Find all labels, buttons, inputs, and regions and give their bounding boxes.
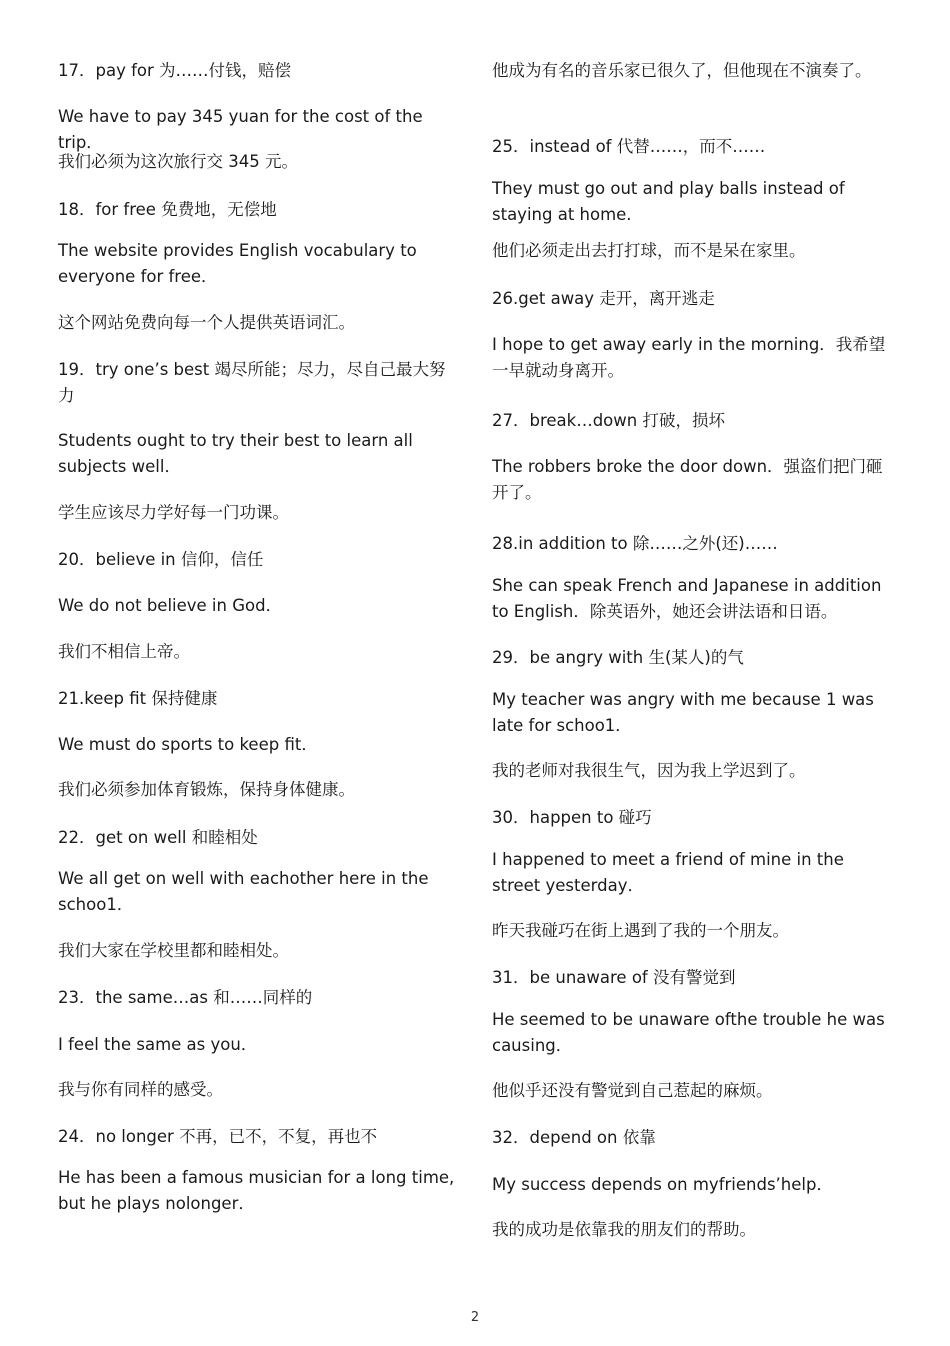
phrase-heading: 24．no longer 不再，已不，不复，再也不 <box>58 1127 378 1146</box>
phrase-heading: 29．be angry with 生(某人)的气 <box>492 648 744 667</box>
example-sentence: He has been a famous musician for a long time, but he plays nolonger． <box>58 1168 455 1213</box>
translation: 我与你有同样的感受。 <box>58 1080 223 1099</box>
translation: 他似乎还没有警觉到自己惹起的麻烦。 <box>492 1081 773 1100</box>
example-sentence: The robbers broke the door down．强盗们把门砸开了。 <box>492 457 883 502</box>
phrase-heading: 32．depend on 依靠 <box>492 1128 656 1147</box>
example-sentence: I happened to meet a friend of mine in the street yesterday． <box>492 850 844 895</box>
example-sentence: Students ought to try their best to learn all subjects well． <box>58 431 413 476</box>
translation: 我们不相信上帝。 <box>58 642 190 661</box>
phrase-heading: 30．happen to 碰巧 <box>492 808 652 827</box>
translation: 学生应该尽力学好每一门功课。 <box>58 503 289 522</box>
translation: 他成为有名的音乐家已很久了，但他现在不演奏了。 <box>492 61 872 80</box>
translation: 我们必须为这次旅行交 345 元。 <box>58 152 298 171</box>
phrase-heading: 26.get away 走开，离开逃走 <box>492 289 715 308</box>
example-sentence: My success depends on myfriends’help． <box>492 1175 833 1194</box>
example-sentence: We do not believe in God． <box>58 596 283 615</box>
example-sentence: The website provides English vocabulary to everyone for free． <box>58 241 417 286</box>
example-sentence: She can speak French and Japanese in addition to English．除英语外，她还会讲法语和日语。 <box>492 576 882 621</box>
phrase-heading: 19．try one’s best 竭尽所能；尽力，尽自己最大努力 <box>58 360 446 405</box>
example-sentence: We must do sports to keep fit． <box>58 735 318 754</box>
example-sentence: We all get on well with eachother here in the schoo1． <box>58 869 429 914</box>
phrase-heading: 25．instead of 代替……，而不…… <box>492 137 766 156</box>
example-sentence: They must go out and play balls instead of staying at home. <box>492 179 845 224</box>
phrase-heading: 31．be unaware of 没有警觉到 <box>492 968 736 987</box>
phrase-heading: 23．the same…as 和……同样的 <box>58 988 313 1007</box>
example-sentence: I hope to get away early in the morning．我希望一早就动身离开。 <box>492 335 886 380</box>
example-sentence: We have to pay 345 yuan for the cost of the trip． <box>58 107 423 152</box>
example-sentence: My teacher was angry with me because 1 was late for schoo1． <box>492 690 874 735</box>
translation: 他们必须走出去打打球，而不是呆在家里。 <box>492 241 806 260</box>
phrase-heading: 21.keep fit 保持健康 <box>58 689 218 708</box>
phrase-heading: 28.in addition to 除……之外(还)…… <box>492 534 778 553</box>
phrase-heading: 27．break…down 打破，损坏 <box>492 411 725 430</box>
example-sentence: He seemed to be unaware ofthe trouble he was causing． <box>492 1010 885 1055</box>
example-sentence: I feel the same as you． <box>58 1035 258 1054</box>
translation: 昨天我碰巧在街上遇到了我的一个朋友。 <box>492 921 789 940</box>
phrase-heading: 18．for free 免费地，无偿地 <box>58 200 277 219</box>
translation: 我们必须参加体育锻炼，保持身体健康。 <box>58 780 355 799</box>
phrase-heading: 22．get on well 和睦相处 <box>58 828 258 847</box>
phrase-heading: 20．believe in 信仰，信任 <box>58 550 264 569</box>
translation: 我的老师对我很生气，因为我上学迟到了。 <box>492 761 806 780</box>
page-number: 2 <box>470 1310 480 1325</box>
phrase-heading: 17．pay for 为……付钱，赔偿 <box>58 61 292 80</box>
translation: 这个网站免费向每一个人提供英语词汇。 <box>58 313 355 332</box>
translation: 我的成功是依靠我的朋友们的帮助。 <box>492 1220 756 1239</box>
translation: 我们大家在学校里都和睦相处。 <box>58 941 289 960</box>
